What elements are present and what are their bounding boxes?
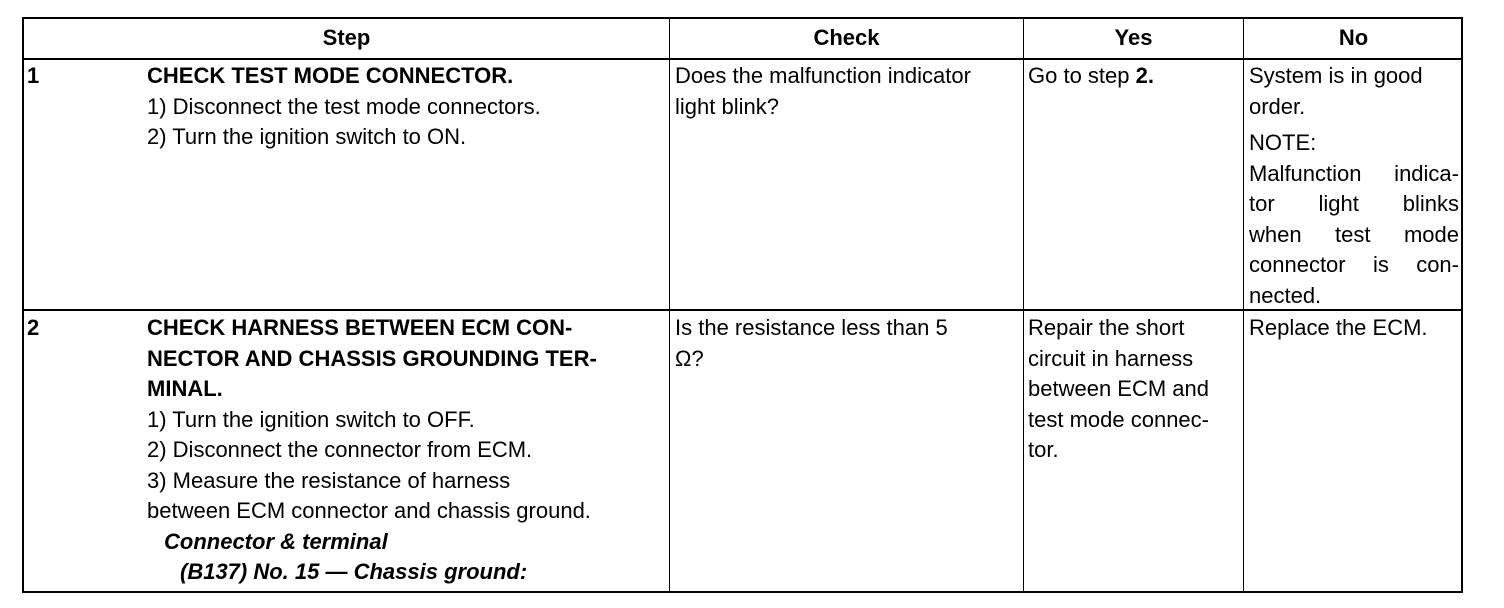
note-text: nected. (1249, 282, 1322, 308)
column-divider (669, 19, 670, 591)
yes-text: test mode connec- (1028, 406, 1209, 432)
yes-text: Repair the short (1028, 315, 1185, 340)
no-text: Replace the ECM. (1249, 315, 1428, 340)
yes-cell (1028, 313, 1240, 466)
no-text: order. (1249, 93, 1306, 119)
header-step: Step (322, 25, 371, 50)
step-title: CHECK TEST MODE CONNECTOR. (147, 63, 514, 88)
step-number: 1 (27, 63, 40, 88)
step-title: NECTOR AND CHASSIS GROUNDING TER- (147, 345, 597, 371)
column-divider (1023, 19, 1024, 591)
spec-label: Connector & terminal (164, 528, 388, 554)
step-content (147, 313, 667, 588)
yes-text: circuit in harness (1028, 345, 1194, 371)
yes-cell (1028, 61, 1240, 92)
check-cell (675, 313, 1020, 374)
spec-value: (B137) No. 15 — Chassis ground: (180, 559, 528, 584)
no-cell (1249, 313, 1459, 344)
note-text: Malfunction indica- (1249, 160, 1459, 186)
check-text: light blink? (675, 93, 779, 119)
yes-text: tor. (1028, 437, 1059, 462)
check-cell (675, 61, 1020, 122)
check-text: Ω? (675, 345, 704, 371)
column-divider (1243, 19, 1244, 591)
no-text: System is in good (1249, 63, 1423, 88)
check-text: Does the malfunction indicator (675, 63, 971, 88)
step-instruction: 1) Disconnect the test mode connectors. (147, 93, 541, 119)
step-instruction: 1) Turn the ignition switch to OFF. (147, 406, 475, 432)
step-content (147, 61, 667, 153)
row-divider (24, 309, 1461, 311)
yes-text: between ECM and (1028, 376, 1209, 401)
diagnostic-table (22, 17, 1463, 593)
step-instruction: between ECM connector and chassis ground. (147, 498, 591, 523)
header-divider (24, 58, 1461, 60)
header-yes: Yes (1114, 25, 1153, 50)
header-check: Check (813, 25, 880, 50)
no-cell (1249, 61, 1459, 311)
step-number: 2 (27, 315, 40, 340)
step-instruction: 2) Disconnect the connector from ECM. (147, 437, 533, 462)
header-no: No (1338, 25, 1369, 50)
step-title: MINAL. (147, 376, 223, 401)
note-text: tor light blinks (1249, 191, 1459, 216)
step-instruction: 2) Turn the ignition switch to ON. (147, 124, 467, 149)
step-title: CHECK HARNESS BETWEEN ECM CON- (147, 315, 573, 340)
note-text: when test mode (1249, 221, 1459, 247)
yes-text: Go to step (1028, 63, 1136, 88)
note-label: NOTE: (1249, 130, 1317, 155)
check-text: Is the resistance less than 5 (675, 315, 948, 340)
step-instruction: 3) Measure the resistance of harness (147, 467, 511, 493)
yes-step-ref: 2. (1135, 63, 1154, 88)
note-text: connector is con- (1249, 252, 1459, 277)
